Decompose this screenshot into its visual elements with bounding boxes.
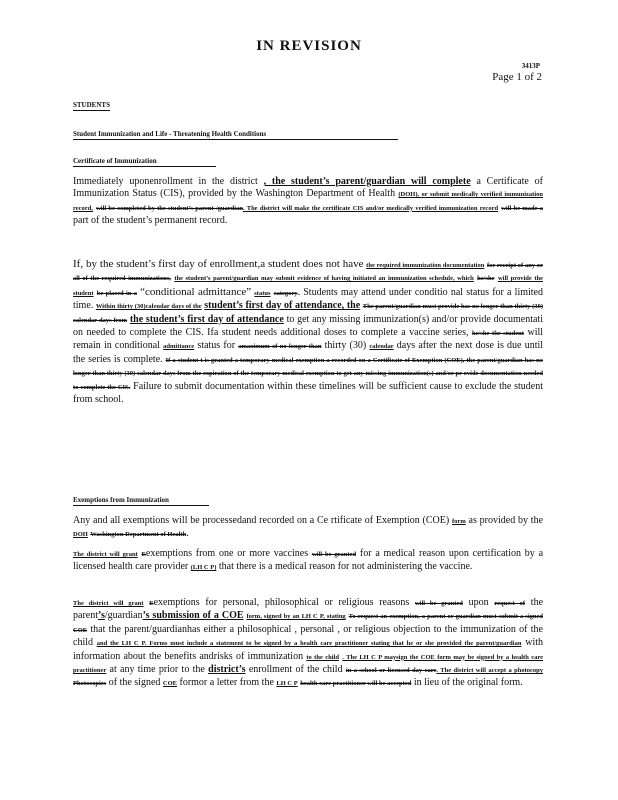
p5-insert-a: The district will grant (73, 600, 144, 607)
p2-insert-b: the required immunization documentation (366, 262, 485, 269)
p4-insert-a: The district will grant (73, 551, 138, 558)
document-title: IN REVISION (256, 38, 362, 54)
p5-text-ac: in lieu of the original form. (413, 677, 523, 689)
p5-insert-q: . The LH C P maysign the COE form may be signed by a health care practitioner (73, 653, 544, 675)
p5-insert-j: ’s submission of a COE (142, 610, 244, 622)
p2-text-k: . Students may attend under conditio nal status for a limited time. (73, 286, 543, 312)
p5-insert-y: COE (162, 680, 177, 688)
p5-text-x: of the signed (108, 677, 161, 689)
p2-text-r: will remain in conditional (73, 327, 544, 352)
p2-strike-q: he/she the student (472, 330, 524, 338)
p5-insert-s: district’s (208, 664, 246, 676)
p5-insert-h: ’s (98, 610, 105, 622)
section-certificate: Certificate of Immunization (73, 157, 216, 167)
p2-strike-n: The parent/guardian must provide has no longer than thirty (30) calendar days from (73, 303, 543, 324)
p5-insert-aa: LH C P (276, 680, 298, 688)
p3-insert-b: form (452, 518, 466, 525)
p2-text-h: “conditional admittance” (140, 285, 252, 298)
p2-insert-o: the student’s first day of attendance (129, 313, 284, 325)
paragraph-certificate (73, 176, 543, 228)
p5-strike-u: in a school or licensed day care (345, 667, 437, 675)
p1-strike-f: will be completed by the student’s parent /guardian (96, 204, 243, 212)
p5-text-r: at any time prior to the (109, 664, 205, 676)
p5-insert-p: to the child (306, 653, 339, 661)
p5-strike-w: Photocopies (73, 680, 107, 688)
p2-insert-i: status (254, 289, 271, 297)
p4-strike-d: will be granted (311, 551, 357, 558)
p2-text-a: If, by the student’s first day of enrollment,a student does not have (73, 258, 364, 270)
p3-text-f: . (186, 528, 189, 540)
p1-text-e: , or submit medically verified immunization record, (73, 191, 543, 212)
section-subject: Student Immunization and Life - Threatening Health Conditions (73, 130, 398, 140)
p4-text-g: that there is a medical reason for not administering the vaccine. (218, 561, 473, 573)
p1-insert-b: , the student’s parent/guardian will complete (263, 176, 471, 187)
p5-strike-ab: health care practitioner will be accepted (300, 680, 412, 688)
p5-text-t: enrollment of the child (248, 664, 343, 676)
page-number: Page 1 of 2 (492, 71, 542, 83)
p5-strike-d: will be granted (414, 600, 463, 607)
p4-insert-f: (LH C P) (190, 564, 217, 572)
p2-insert-f: will provide the student (73, 275, 543, 297)
p5-strike-b: E (149, 600, 154, 607)
p2-strike-u: amaximum of no longer than (238, 343, 322, 351)
p1-strike-h: will be made a (501, 204, 544, 212)
p2-insert-l: Within thirty (30)calendar days of the (95, 303, 202, 311)
p5-insert-n: and the LH C P. Forms must include a statement to be signed by a health care practitioner stating that he or she provided the parent/guardian (96, 640, 522, 648)
p1-text-g: . The district will make the certificate CIS and/or medically verified immunization record (242, 204, 499, 212)
p4-text-e: for a medical reason upon certification by a licensed health care provider (73, 548, 544, 573)
p2-strike-g: be placed in a (96, 289, 137, 297)
p5-text-g: the parent (73, 597, 544, 622)
p1-text-a: Immediately uponenrollment in the district (73, 176, 258, 187)
p5-text-i: /guardian (104, 610, 143, 622)
p5-text-c: exemptions for personal, philosophical or religious reasons (153, 597, 410, 608)
p2-strike-e: he/she (477, 275, 495, 283)
p1-text-c: a Certificate of Immunization Status (CIS), provided by the Washington Department of Health (73, 176, 543, 200)
policy-code: 3413P (521, 62, 540, 70)
p2-insert-m: student’s first day of attendance, the (204, 300, 361, 312)
p2-strike-y: If a student t is granted a temporary medical exemption a recorded on a Certificate of Exemption (COE), the parent/guardian has no longer than thirty (30) calendar days from the expiration of the temporary medical exemption to get any missing immunization(s) and/or pr ovide documentation needed to complete the CIS. (73, 356, 544, 391)
p3-insert-d: DOH (73, 531, 88, 539)
p5-text-z: formor a letter from the (179, 677, 274, 689)
p1-text-i: part of the student’s permanent record. (73, 215, 228, 227)
paragraph-personal-exemption (73, 597, 543, 691)
paragraph-coe (73, 515, 543, 542)
p5-strike-f: request of (494, 600, 526, 607)
p2-text-v: thirty (30) (324, 340, 367, 352)
p5-text-m: that the parent/guardianhas either a philosophical , personal , or religious objection to the immunization of the child (73, 623, 543, 649)
p4-text-c: exemptions from one or more vaccines (145, 548, 309, 559)
p1-doh: (DOH) (398, 191, 418, 199)
p2-insert-w: calendar (369, 343, 394, 351)
p2-strike-c: for receipt of any or all of the required immunizations, (73, 262, 544, 283)
p3-strike-e: Washington Department of Health (90, 531, 187, 539)
p2-text-x: days after the next dose is due until the series is complete. (73, 340, 544, 365)
p2-text-p: to get any missing immunization(s) and/or provide documentati on needed to complete the CIS. Ifa student needs additional doses to complete a vaccine series, (73, 313, 544, 339)
p2-text-z: Failure to submit documentation within these timelines will be sufficient cause to exclude the student from school. (73, 380, 543, 406)
p5-text-o: with information about the benefits andrisks of immunization (73, 637, 543, 662)
p5-insert-k: form, signed by an LH C P, stating (246, 613, 346, 621)
p3-text-a: Any and all exemptions will be processedand recorded on a Ce rtificate of Exemption (COE) (73, 515, 450, 526)
paragraph-conditional (73, 258, 543, 406)
section-exemptions: Exemptions from Immunization (73, 496, 209, 506)
p5-insert-v: . The district will accept a photocopy (436, 667, 544, 675)
section-students: STUDENTS (73, 101, 110, 109)
p5-text-e: upon (468, 597, 489, 608)
p4-strike-b: E (141, 551, 146, 558)
p2-text-t: status for (197, 340, 236, 352)
p2-insert-d: the student’s parent/guardian may submit evidence of having initiated an immunization schedule, which (174, 275, 474, 283)
p5-strike-l: To request an exemption, a parent or guardian must submit a signed COE (73, 613, 543, 634)
p2-insert-s: admittance (163, 343, 195, 351)
p2-strike-j: category (273, 289, 298, 297)
p3-text-c: as provided by the (468, 515, 544, 526)
paragraph-medical-exemption (73, 548, 543, 575)
